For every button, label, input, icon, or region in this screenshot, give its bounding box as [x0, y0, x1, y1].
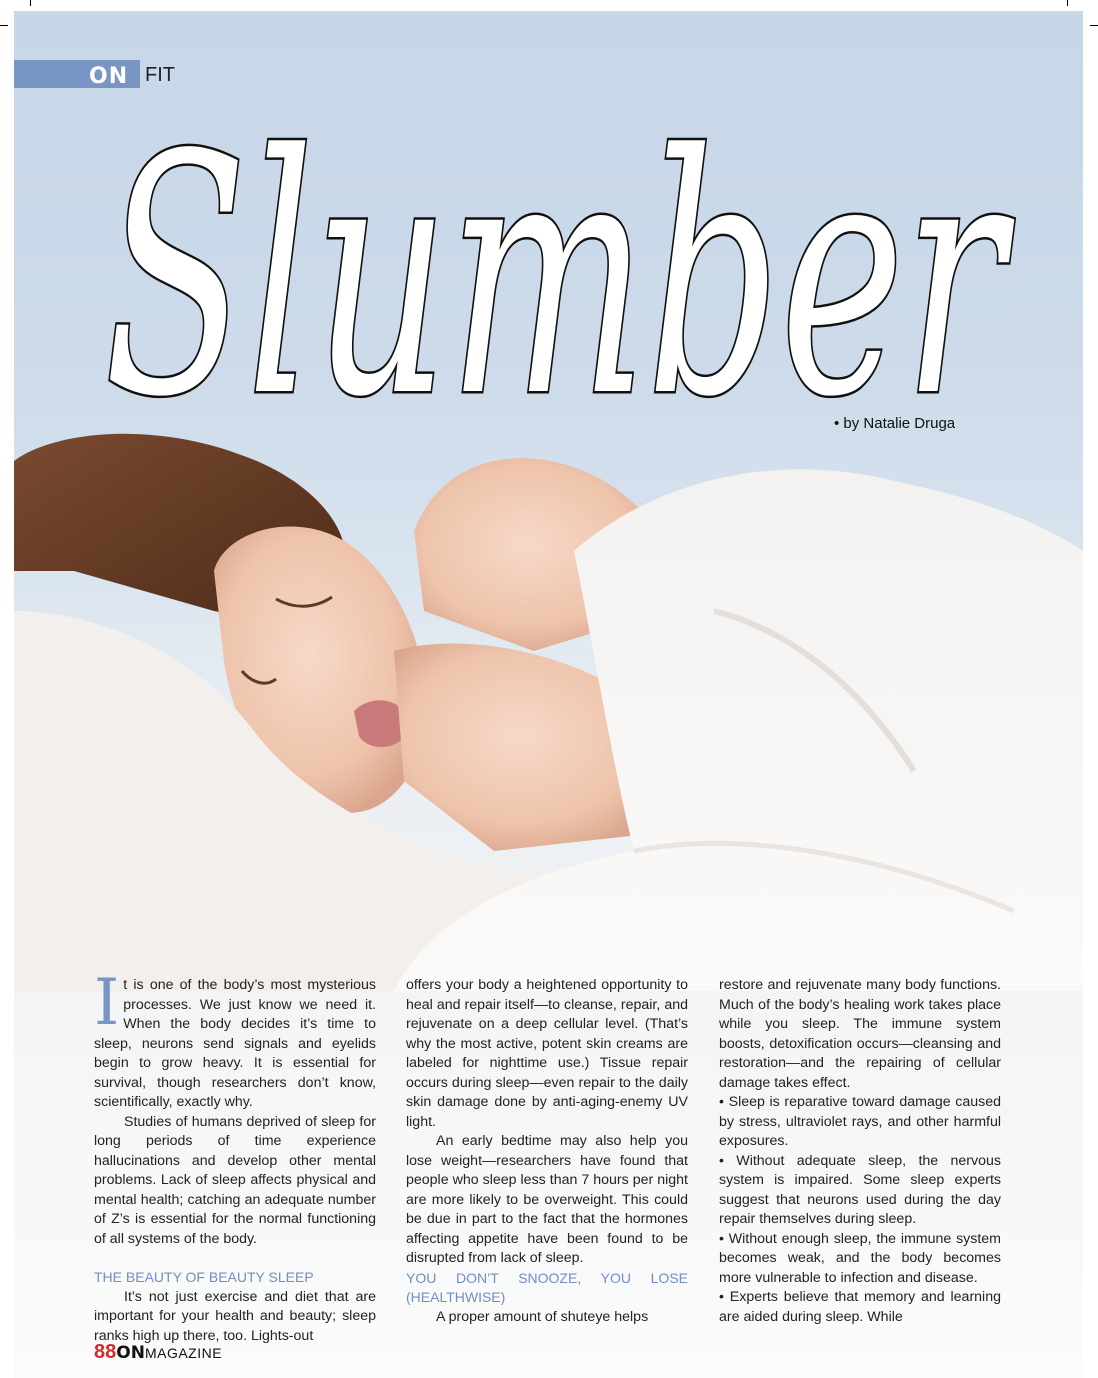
section-brand: ON — [89, 64, 129, 89]
page-folio — [94, 1341, 222, 1364]
crop-mark-top-right — [1067, 0, 1068, 6]
col2-paragraph-2: An early bedtime may also help you lose weight—researchers have found that people who sleep less than 7 hours per night are more likely to be overweight. This could be due in part to the fact that the hormones affecting appetite have been found to be disrupted from lack of sleep. — [406, 1133, 688, 1266]
article-column-3 — [719, 976, 1001, 1327]
col1-paragraph-3: It’s not just exercise and diet that are important for your health and beauty; sleep ranks high up there, too. Lights-out — [94, 1288, 376, 1344]
page-number: 88 — [94, 1341, 117, 1363]
dropcap: I — [94, 966, 120, 1040]
article-column-1 — [94, 966, 376, 1346]
col1-paragraph-1: t is one of the body’s most mysterious processes. We just know we need it. When the body decides it’s time to sleep, neurons send signals and eyelids begin to grow heavy. It is essential for survival, though researchers don’t know, scientifically, exactly why. — [94, 977, 376, 1110]
col1-subheading: THE BEAUTY OF BEAUTY SLEEP — [94, 1269, 314, 1285]
article-column-2 — [406, 976, 688, 1327]
crop-mark-right — [1090, 25, 1098, 26]
section-label: FIT — [145, 64, 175, 86]
col3-bullet-2: • Without adequate sleep, the nervous system is impaired. Some sleep experts suggest that neurons used during the day repair themselves during sleep. — [719, 1152, 1001, 1227]
col3-paragraph-1: restore and rejuvenate many body functions. Much of the body’s healing work takes place while you sleep. The immune system boosts, detoxification occurs—cleansing and restoration—and the repairing of cellular damage takes effect. — [719, 977, 1001, 1091]
magazine-page — [14, 11, 1083, 1378]
headline-title — [14, 11, 1083, 431]
byline: • by Natalie Druga — [834, 415, 956, 432]
col3-bullet-3: • Without enough sleep, the immune system becomes weak, and the body becomes more vulnerable to infection and disease. — [719, 1230, 1001, 1286]
crop-mark-top-left — [30, 0, 31, 6]
col3-bullet-4: • Experts believe that memory and learning are aided during sleep. While — [719, 1289, 1001, 1325]
col3-bullet-1: • Sleep is reparative toward damage caused by stress, ultraviolet rays, and other harmful exposures. — [719, 1094, 1001, 1149]
col2-subheading: YOU DON’T SNOOZE, YOU LOSE (HEALTHWISE) — [406, 1269, 688, 1305]
folio-brand: ON — [116, 1343, 145, 1363]
col2-paragraph-3: A proper amount of shuteye helps — [436, 1308, 649, 1325]
col1-paragraph-2: Studies of humans deprived of sleep for long periods of time experience hallucinations and develop other mental problems. Lack of sleep affects physical and mental health; catching an adequate number of Z’s is essential for the normal functioning of all systems of the body. — [94, 1113, 376, 1247]
headline-text: Slumber — [104, 85, 1016, 431]
crop-mark-left — [0, 25, 8, 26]
col2-paragraph-1: offers your body a heightened opportunity to heal and repair itself—to cleanse, repair, and rejuvenate on a deep cellular level. (That’s why the most active, potent skin creams are labeled for nighttime use.) Tissue repair occurs during sleep—even repair to the daily skin damage done by anti-aging-enemy UV light. — [406, 977, 688, 1130]
folio-label: MAGAZINE — [144, 1345, 223, 1361]
